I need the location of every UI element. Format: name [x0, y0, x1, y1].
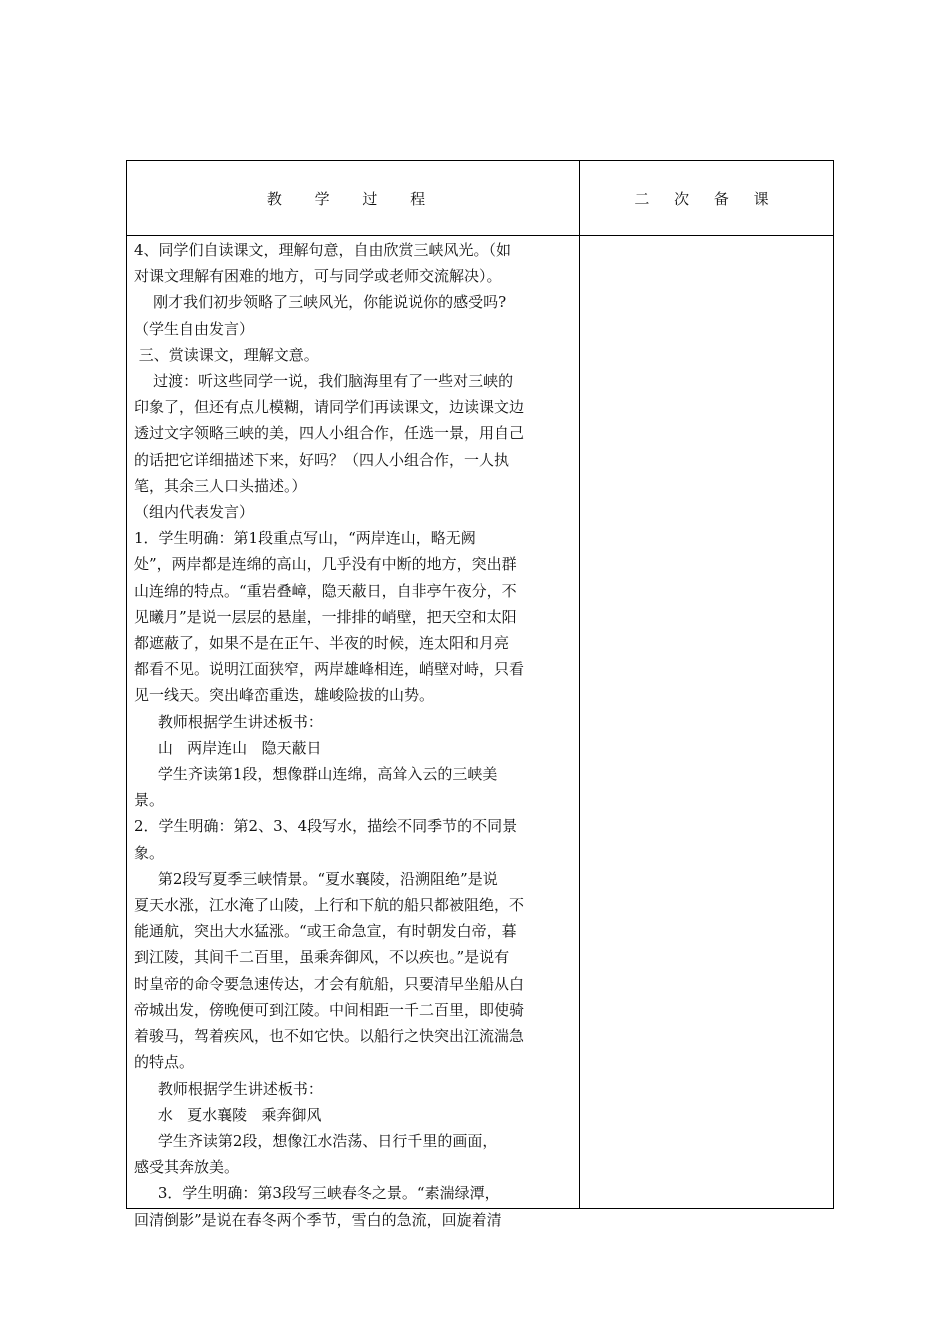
text-line: 着骏马，驾着疾风，也不如它快。以船行之快突出江流湍急	[134, 1027, 525, 1046]
text-line: 帝城出发，傍晚便可到江陵。中间相距一千二百里，即使骑	[134, 1000, 525, 1019]
text-line: 回清倒影”是说在春冬两个季节，雪白的急流，回旋着清	[134, 1210, 502, 1229]
lesson-table	[126, 160, 834, 1229]
text-line: 三、赏读课文，理解文意。	[134, 345, 319, 364]
text-line: 夏天水涨，江水淹了山陵，上行和下航的船只都被阻绝，不	[134, 896, 525, 915]
text-line: 过渡：听这些同学一说，我们脑海里有了一些对三峡的	[134, 372, 514, 391]
header-second-preparation: 二 次 备 课	[634, 189, 779, 208]
text-line: 都看不见。说明江面狭窄，两岸雄峰相连，峭壁对峙，只看	[134, 660, 525, 679]
text-line: 的话把它详细描述下来，好吗？（四人小组合作，一人执	[134, 450, 510, 469]
header-teaching-process: 教 学 过 程	[266, 189, 440, 208]
text-line: 到江陵，其间千二百里，虽乘奔御风，不以疾也。”是说有	[134, 948, 510, 967]
text-line: 象。	[134, 843, 165, 862]
text-line: 处”，两岸都是连绵的高山，几乎没有中断的地方，突出群	[134, 555, 517, 574]
teaching-process-content	[134, 237, 574, 1229]
text-line: 教师根据学生讲述板书：	[134, 1079, 323, 1098]
text-line: （学生自由发言）	[134, 319, 255, 338]
text-line: 时皇帝的命令要急速传达，才会有航船，只要清早坐船从白	[134, 974, 525, 993]
text-line: 4、同学们自读课文，理解句意，自由欣赏三峡风光。（如	[134, 241, 512, 259]
text-line: 学生齐读第1段，想像群山连绵，高耸入云的三峡美	[134, 765, 498, 784]
header-divider	[127, 235, 833, 236]
text-line: 2．学生明确：第2、3、4段写水，描绘不同季节的不同景	[134, 817, 518, 836]
text-line: 感受其奔放美。	[134, 1158, 240, 1177]
text-line: 景。	[134, 791, 165, 810]
text-line: 都遮蔽了，如果不是在正午、半夜的时候，连太阳和月亮	[134, 634, 510, 653]
text-line: 见曦月”是说一层层的悬崖，一排排的峭壁，把天空和太阳	[134, 607, 517, 626]
text-line: 山 两岸连山 隐天蔽日	[134, 738, 322, 757]
text-line: 1．学生明确：第1段重点写山，“两岸连山，略无阙	[134, 529, 476, 548]
text-line: 教师根据学生讲述板书：	[134, 712, 323, 731]
text-line: 学生齐读第2段，想像江水浩荡、日行千里的画面，	[134, 1131, 498, 1150]
column-divider	[579, 161, 580, 1208]
text-line: 透过文字领略三峡的美，四人小组合作，任选一景，用自己	[134, 424, 525, 443]
text-line: 第2段写夏季三峡情景。“夏水襄陵，沿溯阻绝”是说	[134, 869, 498, 888]
text-line: 水 夏水襄陵 乘奔御风	[134, 1105, 322, 1124]
text-line: 的特点。	[134, 1053, 195, 1072]
text-line: 能通航，突出大水猛涨。“或王命急宣，有时朝发白帝，暮	[134, 922, 517, 941]
text-line: 笔，其余三人口头描述。）	[134, 476, 307, 495]
text-line: 刚才我们初步领略了三峡风光，你能说说你的感受吗?	[134, 293, 507, 312]
text-line: 对课文理解有困难的地方，可与同学或老师交流解决）。	[134, 267, 502, 286]
text-line: 3．学生明确：第3段写三峡春冬之景。“素湍绿潭，	[134, 1184, 500, 1203]
text-line: 山连绵的特点。“重岩叠嶂，隐天蔽日，自非亭午夜分，不	[134, 581, 517, 600]
text-line: （组内代表发言）	[134, 503, 255, 522]
text-line: 见一线天。突出峰峦重迭，雄峻险拔的山势。	[134, 686, 435, 705]
text-line: 印象了，但还有点儿模糊，请同学们再读课文，边读课文边	[134, 398, 525, 417]
